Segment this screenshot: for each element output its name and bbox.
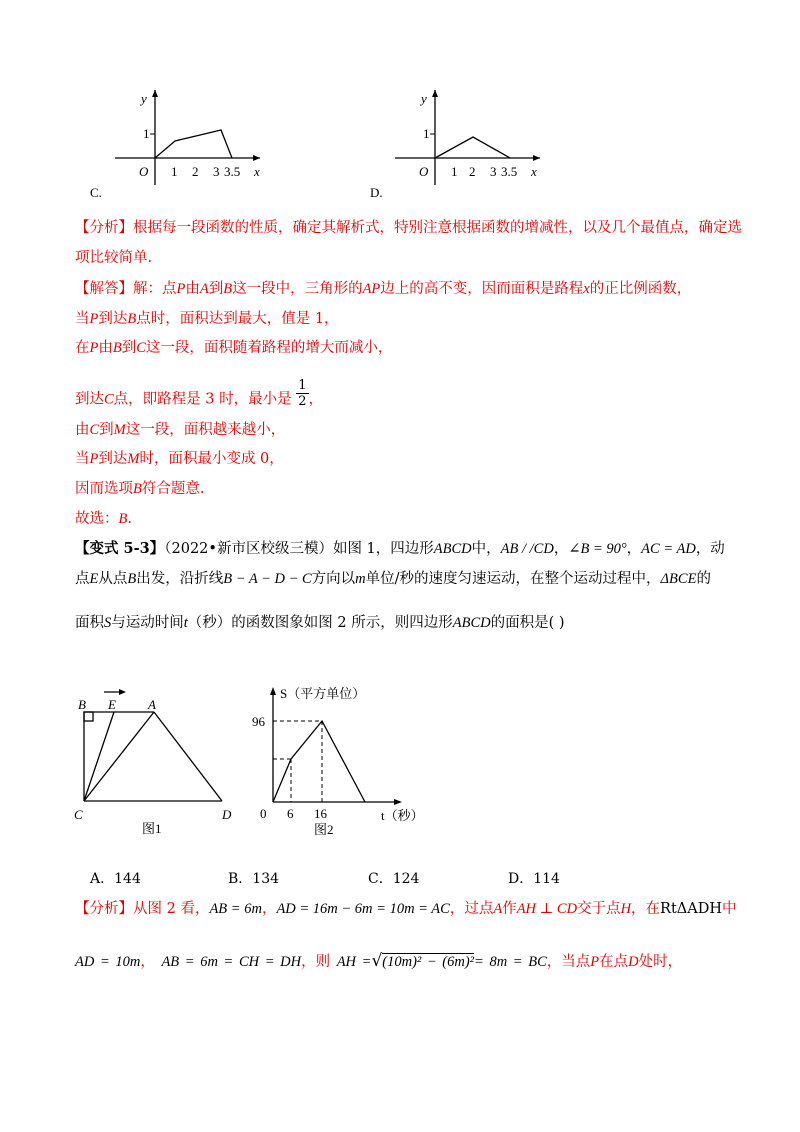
graph-c-x-label: x — [254, 164, 260, 179]
fig2-caption: 图2 — [314, 822, 334, 837]
analysis1-line1: 【分析】根据每一段函数的性质，确定其解析式，特别注意根据函数的增减性，以及几个最值点，确定选 — [75, 220, 742, 236]
figure-1 — [70, 685, 245, 835]
graph-d-tick-y: 1 — [423, 126, 430, 141]
graph-d-x-label: x — [531, 164, 537, 179]
fig1-label-a: A — [148, 697, 156, 712]
graph-c-y-label: y — [141, 91, 147, 106]
answer1-line3: 在P由B到C这一段，面积随着路程的增大而减小， — [75, 340, 393, 356]
fig2-x-tick-16: 16 — [314, 806, 327, 821]
graph-d-y-label: y — [421, 91, 427, 106]
answer1-line2: 当P到达B点时，面积达到最大，值是 1， — [75, 311, 339, 327]
analysis2-line1: 【分析】从图 2 看，AB = 6m，AD = 16m − 6m = 10m = AC，过点A作AH ⊥ CD交于点H，在RtΔADH中 — [75, 901, 737, 917]
graph-c-tick-y: 1 — [143, 126, 150, 141]
fig1-label-d: D — [222, 807, 232, 822]
answer-blank: ( ) — [548, 615, 565, 631]
graph-c-option-label: C. — [90, 185, 102, 200]
fig2-y-tick-96: 96 — [252, 714, 265, 729]
analysis-tag: 【分析】 — [75, 220, 133, 236]
analysis2-line2: AD = 10m， AB = 6m = CH = DH，则 AH =√(10m)² − (6m)²= 8m = BC，当点P在点D处时， — [75, 951, 683, 971]
option-c[interactable]: C．124 — [368, 871, 420, 887]
graph-d-tick-35: 3.5 — [501, 164, 518, 179]
graph-c-tick-35: 3.5 — [224, 164, 241, 179]
graph-d-tick-1: 1 — [451, 164, 458, 179]
fig1-label-e: E — [108, 697, 116, 712]
graph-d-origin: O — [419, 164, 429, 179]
graph-d-tick-3: 3 — [490, 164, 497, 179]
figure-2 — [250, 682, 440, 837]
fig1-label-b: B — [78, 697, 86, 712]
fig2-x-tick-6: 6 — [287, 806, 294, 821]
graph-c-origin: O — [139, 164, 149, 179]
graph-d-option-label: D. — [370, 185, 383, 200]
graph-c-tick-1: 1 — [171, 164, 178, 179]
option-d[interactable]: D．114 — [508, 871, 560, 887]
fig1-caption: 图1 — [142, 821, 162, 835]
graph-d-tick-2: 2 — [469, 164, 476, 179]
answer1-line4: 到达C点，即路程是 3 时，最小是 $\frac{1}{2}$ ， — [75, 378, 324, 409]
answer1-line7: 因而选项B符合题意. — [75, 481, 205, 497]
analysis1-line2: 项比较简单. — [75, 250, 153, 266]
answer1-line8: 故选：B. — [75, 511, 132, 527]
problem-line1: 【变式 5-3】（2022•新市区校级三模）如图 1，四边形ABCD中，AB / /CD，∠B = 90°，AC = AD，动 — [75, 540, 725, 557]
option-b[interactable]: B．134 — [228, 871, 280, 887]
graph-d — [355, 85, 555, 200]
graph-c-tick-3: 3 — [213, 164, 220, 179]
graph-c-tick-2: 2 — [192, 164, 199, 179]
problem-tag: 【变式 5-3】 — [75, 540, 165, 557]
option-a[interactable]: A．144 — [90, 871, 141, 887]
fig2-origin: 0 — [260, 806, 267, 821]
fig1-label-c: C — [74, 807, 83, 822]
fraction-half: $\frac{1}{2}$ — [298, 378, 307, 409]
problem-line2: 点E从点B出发，沿折线B − A − D − C方向以m单位/秒的速度匀速运动，在整个运动过程中，ΔBCE的 — [75, 571, 711, 587]
answer1-line5: 由C到M这一段，面积越来越小， — [75, 422, 286, 438]
answer-tag: 【解答】 — [75, 281, 133, 297]
answer1-line1: 【解答】解：点P由A到B这一段中，三角形的AP边上的高不变，因而面积是路程x的正比例函数， — [75, 281, 692, 297]
problem-line3: 面积S与运动时间t（秒）的函数图象如图 2 所示，则四边形ABCD的面积是( ) — [75, 615, 565, 631]
answer1-line6: 当P到达M时，面积最小变成 0， — [75, 451, 284, 467]
fig2-x-label: t（秒） — [381, 808, 424, 823]
fig2-y-label: S（平方单位） — [280, 686, 366, 701]
graph-c — [75, 85, 275, 200]
